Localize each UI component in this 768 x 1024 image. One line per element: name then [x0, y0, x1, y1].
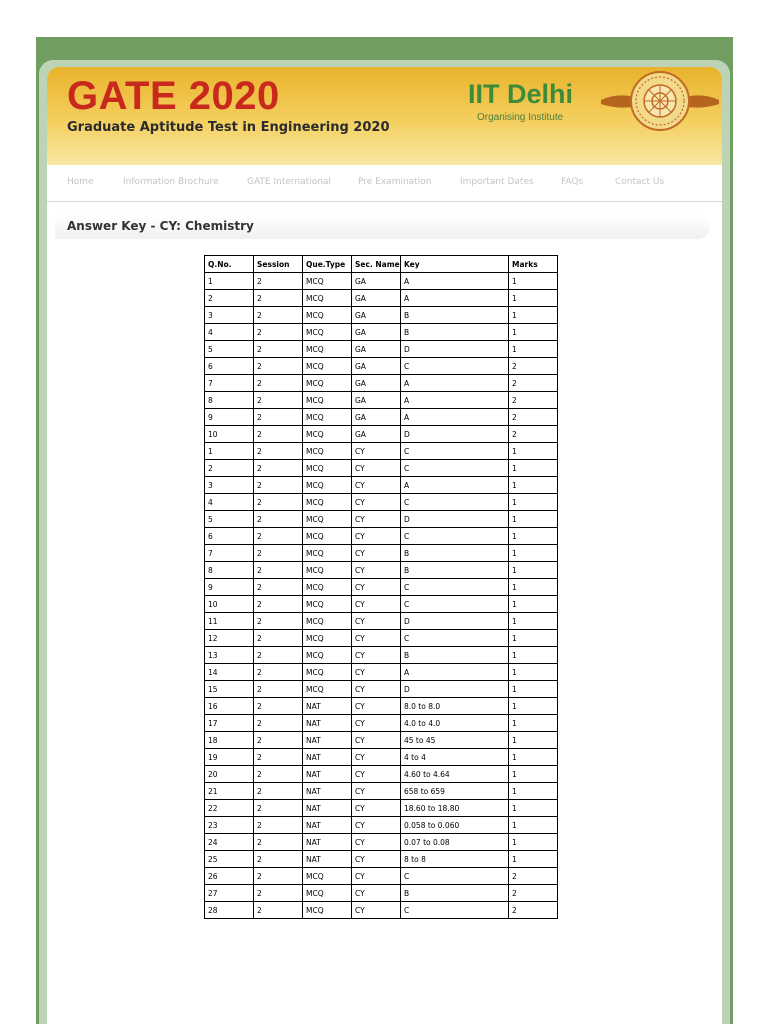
cell-que-type: MCQ — [303, 664, 352, 681]
column-header-marks: Marks — [509, 256, 558, 273]
cell-session: 2 — [254, 613, 303, 630]
cell-session: 2 — [254, 494, 303, 511]
cell-marks: 1 — [509, 596, 558, 613]
cell-marks: 2 — [509, 375, 558, 392]
cell-session: 2 — [254, 477, 303, 494]
cell-session: 2 — [254, 511, 303, 528]
column-header-que-type: Que.Type — [303, 256, 352, 273]
cell-sec-name: CY — [352, 613, 401, 630]
cell-que-type: MCQ — [303, 528, 352, 545]
cell-sec-name: CY — [352, 528, 401, 545]
cell-sec-name: CY — [352, 596, 401, 613]
cell-que-type: MCQ — [303, 613, 352, 630]
table-row — [205, 851, 558, 868]
iit-delhi-emblem-icon — [599, 68, 721, 136]
cell-session: 2 — [254, 698, 303, 715]
cell-qno: 9 — [205, 409, 254, 426]
nav-item-gate-international[interactable]: GATE International — [247, 177, 331, 187]
table-row — [205, 358, 558, 375]
nav-item-faqs[interactable]: FAQs — [561, 177, 584, 187]
cell-sec-name: CY — [352, 800, 401, 817]
cell-sec-name: CY — [352, 732, 401, 749]
cell-key: C — [401, 868, 509, 885]
answer-key-table-body — [205, 273, 558, 919]
cell-session: 2 — [254, 460, 303, 477]
cell-session: 2 — [254, 817, 303, 834]
cell-que-type: MCQ — [303, 681, 352, 698]
cell-marks: 1 — [509, 732, 558, 749]
cell-key: 0.058 to 0.060 — [401, 817, 509, 834]
cell-qno: 2 — [205, 290, 254, 307]
cell-que-type: NAT — [303, 698, 352, 715]
cell-marks: 1 — [509, 460, 558, 477]
cell-marks: 1 — [509, 664, 558, 681]
cell-sec-name: CY — [352, 715, 401, 732]
cell-marks: 1 — [509, 851, 558, 868]
page-frame-outer — [36, 37, 733, 1024]
table-row — [205, 409, 558, 426]
cell-key: A — [401, 290, 509, 307]
cell-sec-name: CY — [352, 494, 401, 511]
cell-session: 2 — [254, 681, 303, 698]
site-header — [47, 67, 722, 165]
table-row — [205, 477, 558, 494]
cell-que-type: MCQ — [303, 885, 352, 902]
table-row — [205, 511, 558, 528]
cell-qno: 22 — [205, 800, 254, 817]
cell-que-type: MCQ — [303, 443, 352, 460]
table-row — [205, 732, 558, 749]
cell-qno: 13 — [205, 647, 254, 664]
cell-qno: 27 — [205, 885, 254, 902]
cell-key: 45 to 45 — [401, 732, 509, 749]
cell-que-type: NAT — [303, 732, 352, 749]
table-row — [205, 647, 558, 664]
cell-key: D — [401, 681, 509, 698]
table-row — [205, 290, 558, 307]
cell-sec-name: CY — [352, 885, 401, 902]
cell-sec-name: CY — [352, 545, 401, 562]
cell-marks: 1 — [509, 681, 558, 698]
cell-marks: 1 — [509, 341, 558, 358]
table-row — [205, 494, 558, 511]
cell-session: 2 — [254, 766, 303, 783]
cell-qno: 10 — [205, 426, 254, 443]
cell-session: 2 — [254, 545, 303, 562]
cell-session: 2 — [254, 562, 303, 579]
cell-marks: 2 — [509, 902, 558, 919]
table-row — [205, 443, 558, 460]
table-row — [205, 307, 558, 324]
cell-key: C — [401, 630, 509, 647]
cell-session: 2 — [254, 902, 303, 919]
cell-key: 4.60 to 4.64 — [401, 766, 509, 783]
cell-qno: 12 — [205, 630, 254, 647]
cell-session: 2 — [254, 409, 303, 426]
cell-key: C — [401, 443, 509, 460]
cell-marks: 2 — [509, 426, 558, 443]
cell-que-type: MCQ — [303, 324, 352, 341]
cell-key: B — [401, 647, 509, 664]
cell-session: 2 — [254, 426, 303, 443]
cell-marks: 1 — [509, 817, 558, 834]
cell-marks: 1 — [509, 562, 558, 579]
cell-qno: 15 — [205, 681, 254, 698]
cell-qno: 2 — [205, 460, 254, 477]
cell-key: D — [401, 511, 509, 528]
cell-key: D — [401, 613, 509, 630]
cell-qno: 10 — [205, 596, 254, 613]
cell-qno: 4 — [205, 494, 254, 511]
cell-key: C — [401, 596, 509, 613]
cell-marks: 1 — [509, 511, 558, 528]
cell-marks: 1 — [509, 579, 558, 596]
table-row — [205, 800, 558, 817]
table-row — [205, 868, 558, 885]
cell-key: A — [401, 375, 509, 392]
cell-sec-name: GA — [352, 290, 401, 307]
table-row — [205, 341, 558, 358]
cell-marks: 1 — [509, 443, 558, 460]
cell-key: 8.0 to 8.0 — [401, 698, 509, 715]
cell-sec-name: CY — [352, 562, 401, 579]
cell-marks: 1 — [509, 834, 558, 851]
cell-qno: 21 — [205, 783, 254, 800]
column-header-qno: Q.No. — [205, 256, 254, 273]
cell-marks: 1 — [509, 494, 558, 511]
cell-sec-name: CY — [352, 766, 401, 783]
page-frame — [39, 60, 730, 1024]
cell-marks: 1 — [509, 290, 558, 307]
cell-que-type: NAT — [303, 766, 352, 783]
cell-que-type: NAT — [303, 800, 352, 817]
cell-key: C — [401, 494, 509, 511]
cell-marks: 1 — [509, 545, 558, 562]
cell-que-type: MCQ — [303, 341, 352, 358]
cell-que-type: MCQ — [303, 409, 352, 426]
cell-que-type: NAT — [303, 783, 352, 800]
table-row — [205, 834, 558, 851]
cell-sec-name: GA — [352, 307, 401, 324]
cell-session: 2 — [254, 868, 303, 885]
cell-qno: 20 — [205, 766, 254, 783]
table-row — [205, 460, 558, 477]
cell-marks: 1 — [509, 307, 558, 324]
cell-session: 2 — [254, 375, 303, 392]
cell-session: 2 — [254, 647, 303, 664]
cell-qno: 8 — [205, 392, 254, 409]
cell-marks: 1 — [509, 766, 558, 783]
cell-sec-name: GA — [352, 324, 401, 341]
cell-que-type: MCQ — [303, 375, 352, 392]
cell-qno: 9 — [205, 579, 254, 596]
cell-key: A — [401, 392, 509, 409]
cell-key: 658 to 659 — [401, 783, 509, 800]
cell-qno: 18 — [205, 732, 254, 749]
cell-sec-name: CY — [352, 851, 401, 868]
cell-que-type: MCQ — [303, 647, 352, 664]
cell-qno: 3 — [205, 477, 254, 494]
column-header-sec-name: Sec. Name — [352, 256, 401, 273]
main-nav — [47, 165, 722, 202]
institute-caption: Organising Institute — [477, 112, 564, 123]
cell-marks: 1 — [509, 800, 558, 817]
cell-sec-name: CY — [352, 698, 401, 715]
cell-key: 0.07 to 0.08 — [401, 834, 509, 851]
cell-session: 2 — [254, 307, 303, 324]
table-row — [205, 596, 558, 613]
cell-sec-name: CY — [352, 630, 401, 647]
cell-qno: 3 — [205, 307, 254, 324]
table-row — [205, 749, 558, 766]
cell-qno: 11 — [205, 613, 254, 630]
cell-key: B — [401, 324, 509, 341]
cell-sec-name: CY — [352, 834, 401, 851]
cell-que-type: MCQ — [303, 562, 352, 579]
cell-que-type: MCQ — [303, 545, 352, 562]
cell-que-type: NAT — [303, 749, 352, 766]
cell-qno: 24 — [205, 834, 254, 851]
cell-marks: 2 — [509, 885, 558, 902]
cell-key: B — [401, 562, 509, 579]
cell-session: 2 — [254, 664, 303, 681]
cell-key: C — [401, 460, 509, 477]
table-row — [205, 681, 558, 698]
cell-session: 2 — [254, 341, 303, 358]
nav-item-home[interactable]: Home — [67, 177, 94, 187]
cell-que-type: MCQ — [303, 477, 352, 494]
table-row — [205, 375, 558, 392]
cell-sec-name: GA — [352, 273, 401, 290]
cell-session: 2 — [254, 358, 303, 375]
cell-session: 2 — [254, 290, 303, 307]
cell-sec-name: CY — [352, 868, 401, 885]
cell-sec-name: CY — [352, 817, 401, 834]
cell-key: 4 to 4 — [401, 749, 509, 766]
cell-que-type: NAT — [303, 834, 352, 851]
cell-session: 2 — [254, 528, 303, 545]
cell-session: 2 — [254, 392, 303, 409]
table-row — [205, 783, 558, 800]
cell-que-type: MCQ — [303, 494, 352, 511]
cell-sec-name: CY — [352, 460, 401, 477]
cell-marks: 1 — [509, 715, 558, 732]
cell-qno: 6 — [205, 528, 254, 545]
cell-qno: 14 — [205, 664, 254, 681]
cell-marks: 2 — [509, 868, 558, 885]
cell-session: 2 — [254, 443, 303, 460]
table-row — [205, 817, 558, 834]
cell-qno: 5 — [205, 511, 254, 528]
cell-sec-name: GA — [352, 392, 401, 409]
cell-marks: 2 — [509, 392, 558, 409]
table-row — [205, 715, 558, 732]
cell-que-type: MCQ — [303, 596, 352, 613]
cell-session: 2 — [254, 596, 303, 613]
cell-que-type: MCQ — [303, 460, 352, 477]
cell-key: D — [401, 426, 509, 443]
cell-que-type: MCQ — [303, 307, 352, 324]
cell-session: 2 — [254, 749, 303, 766]
cell-qno: 5 — [205, 341, 254, 358]
cell-key: 18.60 to 18.80 — [401, 800, 509, 817]
cell-marks: 1 — [509, 324, 558, 341]
cell-session: 2 — [254, 273, 303, 290]
cell-marks: 2 — [509, 409, 558, 426]
cell-key: A — [401, 477, 509, 494]
cell-qno: 26 — [205, 868, 254, 885]
cell-session: 2 — [254, 324, 303, 341]
cell-sec-name: CY — [352, 681, 401, 698]
table-row — [205, 273, 558, 290]
cell-marks: 2 — [509, 358, 558, 375]
cell-que-type: MCQ — [303, 868, 352, 885]
cell-sec-name: CY — [352, 647, 401, 664]
cell-sec-name: CY — [352, 749, 401, 766]
cell-session: 2 — [254, 579, 303, 596]
cell-sec-name: GA — [352, 409, 401, 426]
cell-que-type: MCQ — [303, 511, 352, 528]
page-title: Answer Key - CY: Chemistry — [67, 219, 254, 233]
cell-sec-name: GA — [352, 341, 401, 358]
cell-qno: 19 — [205, 749, 254, 766]
cell-session: 2 — [254, 885, 303, 902]
cell-marks: 1 — [509, 613, 558, 630]
cell-que-type: MCQ — [303, 290, 352, 307]
table-row — [205, 885, 558, 902]
cell-sec-name: CY — [352, 511, 401, 528]
cell-session: 2 — [254, 630, 303, 647]
site-title: GATE 2020 — [67, 74, 280, 118]
table-row — [205, 562, 558, 579]
site-subtitle: Graduate Aptitude Test in Engineering 2020 — [67, 120, 390, 135]
cell-que-type: NAT — [303, 851, 352, 868]
cell-qno: 7 — [205, 375, 254, 392]
cell-qno: 17 — [205, 715, 254, 732]
table-row — [205, 902, 558, 919]
cell-sec-name: GA — [352, 358, 401, 375]
cell-key: B — [401, 885, 509, 902]
cell-que-type: MCQ — [303, 358, 352, 375]
table-row — [205, 664, 558, 681]
cell-qno: 8 — [205, 562, 254, 579]
cell-que-type: MCQ — [303, 426, 352, 443]
table-row — [205, 324, 558, 341]
answer-key-table — [204, 255, 558, 919]
cell-sec-name: CY — [352, 579, 401, 596]
cell-session: 2 — [254, 800, 303, 817]
cell-key: B — [401, 545, 509, 562]
cell-qno: 25 — [205, 851, 254, 868]
cell-qno: 7 — [205, 545, 254, 562]
institute-name: IIT Delhi — [468, 79, 574, 109]
nav-item-information-brochure[interactable]: Information Brochure — [123, 177, 219, 187]
cell-qno: 28 — [205, 902, 254, 919]
cell-marks: 1 — [509, 698, 558, 715]
cell-qno: 23 — [205, 817, 254, 834]
cell-marks: 1 — [509, 273, 558, 290]
cell-que-type: MCQ — [303, 630, 352, 647]
cell-que-type: NAT — [303, 715, 352, 732]
table-header-row — [205, 256, 558, 273]
cell-key: A — [401, 664, 509, 681]
table-row — [205, 630, 558, 647]
cell-que-type: MCQ — [303, 579, 352, 596]
table-row — [205, 528, 558, 545]
cell-session: 2 — [254, 783, 303, 800]
cell-marks: 1 — [509, 783, 558, 800]
cell-sec-name: CY — [352, 902, 401, 919]
cell-session: 2 — [254, 715, 303, 732]
cell-que-type: NAT — [303, 817, 352, 834]
cell-session: 2 — [254, 834, 303, 851]
cell-sec-name: CY — [352, 783, 401, 800]
cell-sec-name: GA — [352, 375, 401, 392]
nav-item-pre-examination[interactable]: Pre Examination — [358, 177, 432, 187]
cell-marks: 1 — [509, 749, 558, 766]
cell-key: C — [401, 579, 509, 596]
cell-key: A — [401, 409, 509, 426]
table-row — [205, 698, 558, 715]
cell-qno: 4 — [205, 324, 254, 341]
cell-qno: 6 — [205, 358, 254, 375]
cell-sec-name: CY — [352, 664, 401, 681]
cell-key: C — [401, 902, 509, 919]
table-row — [205, 545, 558, 562]
cell-qno: 16 — [205, 698, 254, 715]
cell-key: B — [401, 307, 509, 324]
cell-qno: 1 — [205, 443, 254, 460]
cell-sec-name: GA — [352, 426, 401, 443]
cell-key: A — [401, 273, 509, 290]
table-row — [205, 392, 558, 409]
cell-qno: 1 — [205, 273, 254, 290]
table-row — [205, 579, 558, 596]
cell-marks: 1 — [509, 647, 558, 664]
cell-key: D — [401, 341, 509, 358]
cell-sec-name: CY — [352, 477, 401, 494]
cell-key: C — [401, 358, 509, 375]
cell-key: 4.0 to 4.0 — [401, 715, 509, 732]
nav-item-important-dates[interactable]: Important Dates — [460, 177, 534, 187]
cell-sec-name: CY — [352, 443, 401, 460]
cell-marks: 1 — [509, 528, 558, 545]
table-row — [205, 766, 558, 783]
table-row — [205, 613, 558, 630]
cell-marks: 1 — [509, 477, 558, 494]
cell-marks: 1 — [509, 630, 558, 647]
cell-key: C — [401, 528, 509, 545]
column-header-session: Session — [254, 256, 303, 273]
cell-session: 2 — [254, 732, 303, 749]
table-row — [205, 426, 558, 443]
column-header-key: Key — [401, 256, 509, 273]
cell-que-type: MCQ — [303, 392, 352, 409]
nav-item-contact-us[interactable]: Contact Us — [615, 177, 665, 187]
cell-que-type: MCQ — [303, 273, 352, 290]
cell-que-type: MCQ — [303, 902, 352, 919]
cell-session: 2 — [254, 851, 303, 868]
cell-key: 8 to 8 — [401, 851, 509, 868]
page-container — [47, 67, 722, 1024]
